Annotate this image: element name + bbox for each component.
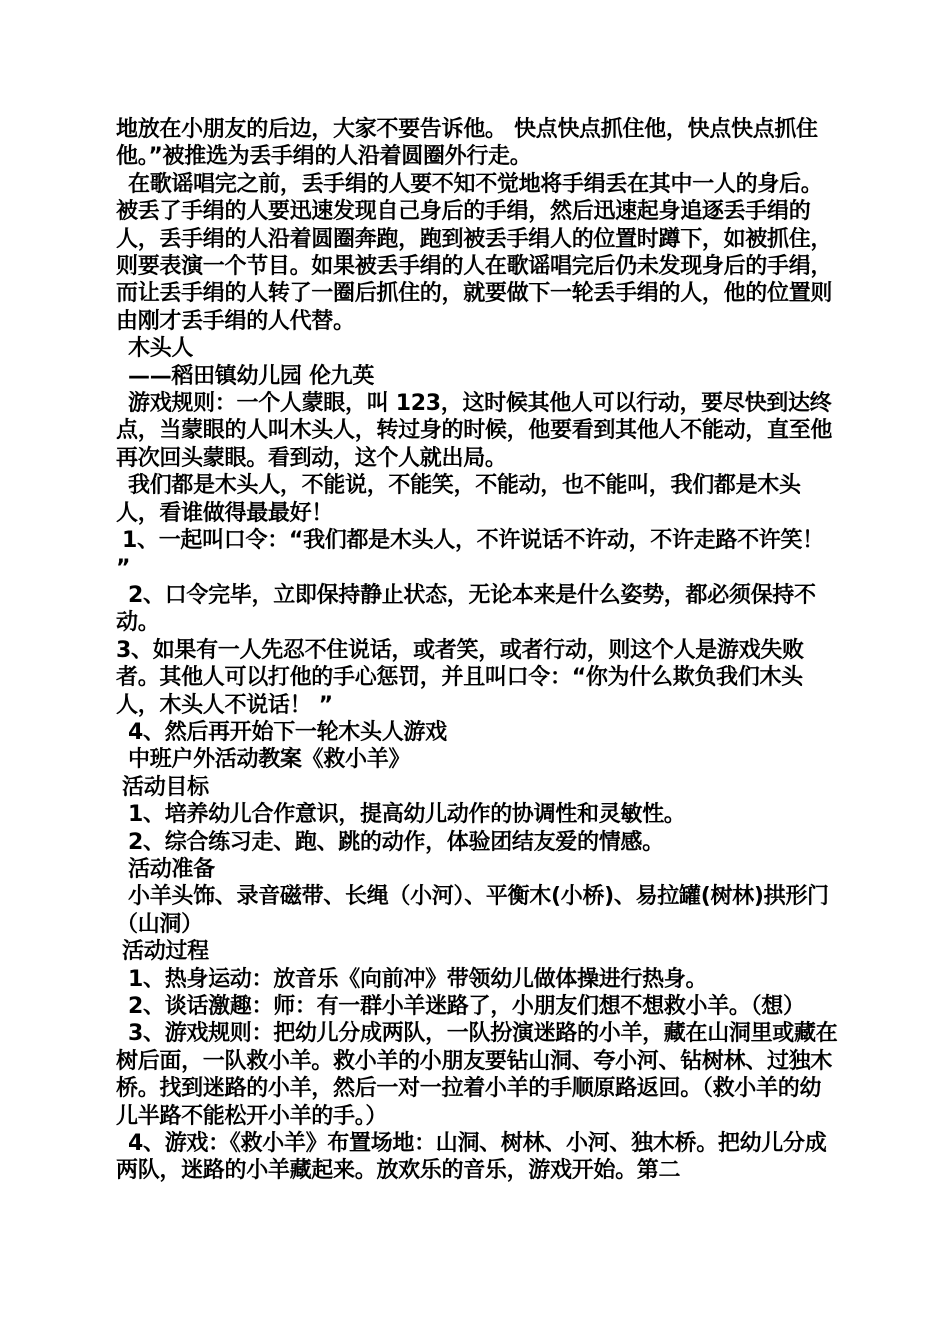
preparation-materials: 小羊头饰、录音磁带、长绳（小河）、平衡木(小桥)、易拉罐(树林)拱形门（山洞） [116,884,829,937]
heading-activity-process: 活动过程 [122,939,209,965]
heading-activity-goals: 活动目标 [122,774,209,800]
paragraph-hide-handkerchief-song: 地放在小朋友的后边，大家不要告诉他。 快点快点抓住他，快点快点抓住他。”被推选为丢手绢的人沿着圆圈外行走。 [116,117,818,170]
rule-item-4: 4、然后再开始下一轮木头人游戏 [128,719,447,745]
rule-item-1: 1、一起叫口令：“我们都是木头人，不许说话不许动，不许走路不许笑！ ” [116,528,824,581]
process-step-2: 2、谈话激趣：师：有一群小羊迷路了，小朋友们想不想救小羊。（想） [128,994,805,1019]
paragraph-chant: 我们都是木头人，不能说，不能笑，不能动，也不能叫，我们都是木头人，看谁做得最最好！ [116,473,801,526]
author-line: ——稻田镇幼儿园 伦九英 [128,363,375,389]
paragraph-hide-handkerchief-rules: 在歌谣唱完之前，丢手绢的人要不知不觉地将手绢丢在其中一人的身后。被丢了手绢的人要迅速发现自己身后的手绢，然后迅速起身追逐丢手绢的人，丢手绢的人沿着圆圈奔跑，跑到被丢手绢人的位置时蹲下，如被抓住，则要表演一个节目。如果被丢手绢的人在歌谣唱完后仍未发现身后的手绢，而让丢手绢的人转了一圈后抓住的，就要做下一轮丢手绢的人，他的位置则由刚才丢手绢的人代替。 [116,171,833,334]
heading-activity-preparation: 活动准备 [128,856,215,882]
rule-item-2: 2、口令完毕，立即保持静止状态，无论本来是什么姿势，都必须保持不动。 [116,582,816,636]
goal-item-2: 2、综合练习走、跑、跳的动作，体验团结友爱的情感。 [128,829,664,855]
process-step-3: 3、游戏规则：把幼儿分成两队，一队扮演迷路的小羊，藏在山洞里或藏在树后面，一队救小羊。救小羊的小朋友要钻山洞、夸小河、钻树林、过独木桥。找到迷路的小羊，然后一对一拉着小羊的手顺原路返回。（救小羊的幼儿半路不能松开小羊的手。） [116,1021,838,1129]
section-title-save-lamb: 中班户外活动教案《救小羊》 [128,747,411,773]
paragraph-game-rules: 游戏规则：一个人蒙眼，叫 123，这时候其他人可以行动，要尽快到达终点，当蒙眼的人叫木头人，转过身的时候，他要看到其他人不能动，直至他再次回头蒙眼。看到动，这个人就出局。 [116,391,833,471]
process-step-1: 1、热身运动：放音乐《向前冲》带领幼儿做体操进行热身。 [128,966,708,992]
process-step-4: 4、游戏：《救小羊》布置场地：山洞、树林、小河、独木桥。把幼儿分成两队，迷路的小羊藏起来。放欢乐的音乐，游戏开始。第二 [116,1131,827,1184]
document-page [116,116,841,1185]
goal-item-1: 1、培养幼儿合作意识，提高幼儿动作的协调性和灵敏性。 [128,802,686,828]
rule-item-3: 3、如果有一人先忍不住说话，或者笑，或者行动，则这个人是游戏失败者。其他人可以打他的手心惩罚，并且叫口令：“你为什么欺负我们木头人，木头人不说话！ ” [116,637,804,718]
section-title-wooden-man: 木头人 [128,336,194,362]
